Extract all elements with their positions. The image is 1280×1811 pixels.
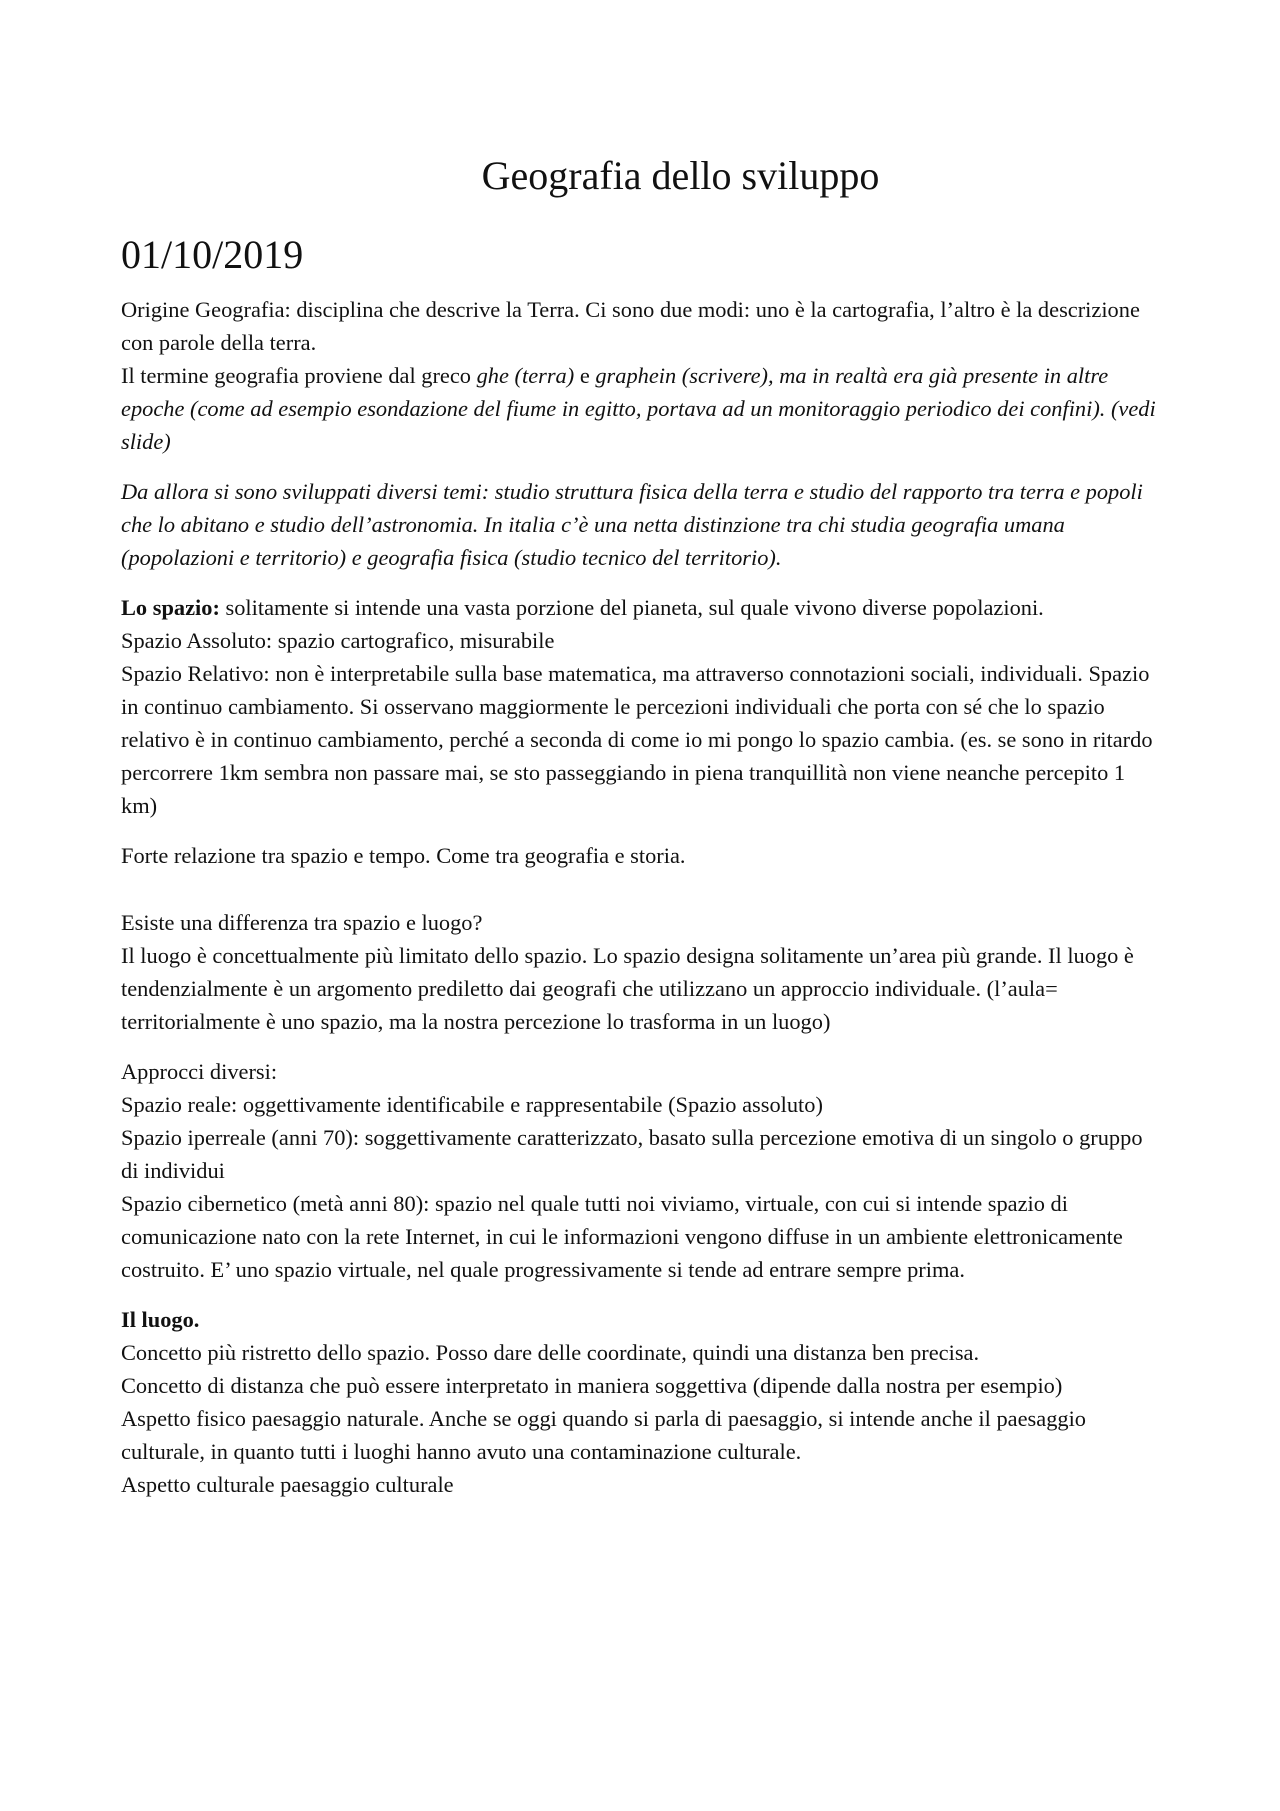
lecture-date: 01/10/2019 — [121, 232, 304, 277]
intro-paragraph: Origine Geografia: disciplina che descrive la Terra. Ci sono due modi: uno è la cartografia, l’altro è la descrizione con parole della terra. — [121, 297, 1140, 355]
spazio-reale: Spazio reale: oggettivamente identificabile e rappresentabile (Spazio assoluto) — [121, 1092, 823, 1117]
intro-block — [121, 293, 1160, 458]
aspetto-fisico: Aspetto fisico paesaggio naturale. Anche se oggi quando si parla di paesaggio, si intende anche il paesaggio culturale, in quanto tutti i luoghi hanno avuto una contaminazione culturale. — [121, 1406, 1087, 1464]
luogo-question: Esiste una differenza tra spazio e luogo? — [121, 910, 483, 935]
etymology-conjunction: e — [574, 363, 596, 388]
spazio-heading: Lo spazio: — [121, 595, 220, 620]
document-body — [121, 293, 1160, 1501]
luogo-concetto-1: Concetto più ristretto dello spazio. Posso dare delle coordinate, quindi una distanza ben precisa. — [121, 1340, 980, 1365]
aspetto-culturale: Aspetto culturale paesaggio culturale — [121, 1472, 454, 1497]
temi-paragraph — [121, 475, 1160, 574]
document-title: Geografia dello sviluppo — [481, 153, 880, 198]
luogo-question-section — [121, 906, 1160, 1038]
approcci-heading: Approcci diversi: — [121, 1059, 278, 1084]
relazione-paragraph: Forte relazione tra spazio e tempo. Come tra geografia e storia. — [121, 843, 686, 868]
luogo-heading-line — [121, 1303, 1160, 1336]
spazio-definition — [121, 591, 1160, 624]
spazio-def-text: solitamente si intende una vasta porzione del pianeta, sul quale vivono diverse popolazioni. — [219, 595, 1044, 620]
temi-text: Da allora si sono sviluppati diversi temi: studio struttura fisica della terra e studio del rapporto tra terra e popoli che lo abitano e studio dell’astronomia. In italia c’è una netta distinzione tra chi studia geografia umana (popolazioni e territorio) e geografia fisica (studio tecnico del territorio). — [121, 479, 1143, 570]
spazio-relativo: Spazio Relativo: non è interpretabile sulla base matematica, ma attraverso connotazioni sociali, individuali. Spazio in continuo cambiamento. Si osservano maggiormente le percezioni individuali che porta con sé che lo spazio relativo è in continuo cambiamento, perché a seconda di come io mi pongo lo spazio cambia. (es. se sono in ritardo percorrere 1km sembra non passare mai, se sto passeggiando in piena tranquillità non viene neanche percepito 1 km) — [121, 661, 1153, 818]
spazio-cibernetico: Spazio cibernetico (metà anni 80): spazio nel quale tutti noi viviamo, virtuale, con cui si intende spazio di comunicazione nato con la rete Internet, in cui le informazioni vengono diffuse in un ambiente elettronicamente costruito. E’ uno spazio virtuale, nel quale progressivamente si tende ad entrare sempre prima. — [121, 1191, 1123, 1282]
spazio-section — [121, 591, 1160, 822]
approcci-section — [121, 1055, 1160, 1286]
luogo-concetto-2: Concetto di distanza che può essere interpretato in maniera soggettiva (dipende dalla nostra per esempio) — [121, 1373, 1063, 1398]
etymology-text: Il termine geografia proviene dal greco — [121, 363, 477, 388]
luogo-section — [121, 1303, 1160, 1501]
spazio-iperreale: Spazio iperreale (anni 70): soggettivamente caratterizzato, basato sulla percezione emotiva di un singolo o gruppo di individui — [121, 1125, 1143, 1183]
etymology-ghe: ghe (terra) — [476, 363, 575, 388]
luogo-answer: Il luogo è concettualmente più limitato dello spazio. Lo spazio designa solitamente un’area più grande. Il luogo è tendenzialmente è un argomento prediletto dai geografi che utilizzano un approccio individuale. (l’aula= territorialmente è uno spazio, ma la nostra percezione lo trasforma in un luogo) — [121, 943, 1134, 1034]
spazio-assoluto: Spazio Assoluto: spazio cartografico, misurabile — [121, 628, 555, 653]
etymology-paragraph — [121, 359, 1160, 458]
luogo-heading: Il luogo. — [121, 1307, 200, 1332]
etymology-graphein: graphein (scrivere), ma in realtà era già presente in altre epoche (come ad esempio esondazione del fiume in egitto, portava ad un monitoraggio periodico dei confini). (vedi slide) — [121, 363, 1156, 454]
